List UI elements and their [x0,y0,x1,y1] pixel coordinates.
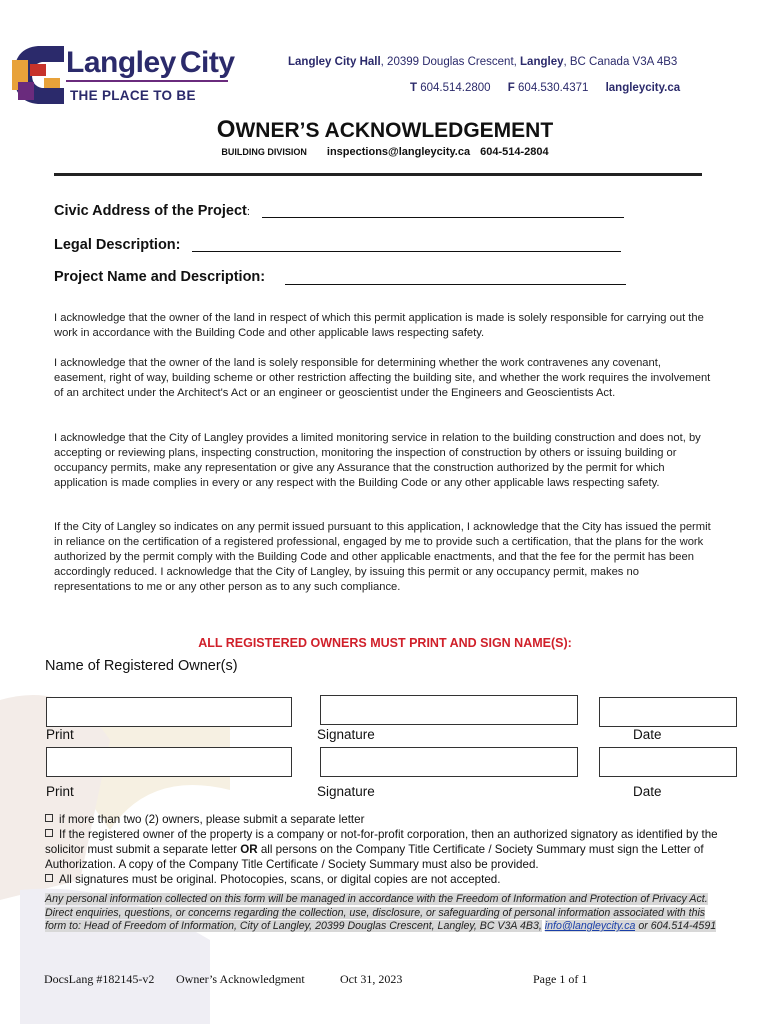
note-original-text: All signatures must be original. Photocopies, scans, or digital copies are not accepted. [59,873,501,886]
logo-tagline: THE PLACE TO BE [70,88,196,103]
owner2-print-label: Print [46,784,74,799]
note-more-owners [45,812,725,827]
privacy-notice [45,893,717,934]
header-contact [410,82,680,94]
header-divider [54,173,702,176]
note-original-signatures [45,872,725,887]
note-company-owner [45,827,725,872]
page-title [0,116,770,144]
city-hall-label: Langley City Hall [288,56,381,68]
privacy-phone: or 604.514-4591 [635,920,717,932]
title-first-letter: O [216,116,236,143]
note-company-text-b: all persons on the Company Title Certificate / Society Summary must sign the Letter of Authorization. A copy of the Company Title Certificate / Society Summary must also be provided. [45,843,704,871]
fax-prefix: F [507,82,515,94]
legal-description-field [54,237,181,253]
owner2-signature-box[interactable] [320,747,578,777]
address-region: , BC Canada V3A 4B3 [563,56,678,68]
owner2-signature-label: Signature [317,784,375,799]
note-company-or: OR [240,843,258,856]
project-name-field [54,269,265,285]
website-link[interactable]: langleycity.ca [605,82,681,94]
footer-doc-name: Owner’s Acknowledgment [176,972,305,986]
legal-description-label: Legal Description: [54,237,181,253]
footer-date: Oct 31, 2023 [340,972,403,986]
privacy-email-link[interactable]: info@langleycity.ca [544,920,636,932]
ack-paragraph-1: I acknowledge that the owner of the land in respect of which this permit application is made is solely responsible for carrying out the work in accordance with the Building Code and other applicable laws respecting safety. [54,312,704,339]
header-address [288,56,677,68]
address-street: , 20399 Douglas Crescent, [380,56,521,68]
page-subtitle [0,146,770,158]
owner2-date-box[interactable] [599,747,737,777]
phone-prefix: T [410,82,418,94]
checkbox-bullet-icon [45,829,53,837]
langley-city-logo [8,42,235,112]
footer-doc-id: DocsLang #182145-v2 [44,972,155,986]
privacy-text: Any personal information collected on this form will be managed in accordance with the Freedom of Information and Protection of Privacy Act. Direct enquiries, questions, or concerns regarding the collection, use, disclosure, or safeguarding of personal information associated with this form to: Head of Freedom of Information, City of Langley, 20399 Douglas Crescent, Langley, BC V3A 4B3, [45,893,708,932]
division-email[interactable]: inspections@langleycity.ca [326,146,471,158]
logo-word-city: City [179,46,235,79]
logo-underline [66,80,228,82]
note-company-text-a: If the registered owner of the property is a company or not-for-profit corporation, then an authorized signatory as identified by the solicitor must submit a separate letter [45,828,718,856]
ack-paragraph-4: If the City of Langley so indicates on any permit issued pursuant to this application, I acknowledge that the City has issued the permit in reliance on the certification of a registered professional, engaged by me to provide such a certification, that the plans for the work authorized by the permit comply with the Building Code and other applicable enactments, and that the fee for the permit has been accordingly reduced. I acknowledge that the City of Langley, by issuing this permit or any occupancy permit, makes no representations to me or any other person as to any such compliance. [54,521,711,593]
logo-wordmark [66,46,235,80]
ack-paragraph-3: I acknowledge that the City of Langley provides a limited monitoring service in relation to the building construction and does not, by accepting or reviewing plans, inspecting construction, monitoring the inspection of construction by others or issuing building or occupancy permits, make any representation or give any Assurance that the construction authorized by the permit for which application is made complies in every or any respect with the Building Code or any other applicable laws respecting safety. [54,432,701,489]
project-name-input-line[interactable] [285,284,626,285]
owner1-print-label: Print [46,727,74,742]
address-city: Langley [520,56,564,68]
division-phone: 604-514-2804 [480,146,549,158]
note-more-owners-text: if more than two (2) owners, please submit a separate letter [59,813,365,826]
legal-description-input-line[interactable] [192,251,621,252]
owner1-signature-box[interactable] [320,695,578,725]
project-name-label: Project Name and Description: [54,269,266,285]
ack-paragraph-2: I acknowledge that the owner of the land is solely responsible for determining whether the work contravenes any covenant, easement, right of way, building scheme or other restriction affecting the building site, and whether the work requires the involvement of an architect under the Architect's Act or an engineer or geoscientist under the Engineers and Geoscientists Act. [54,357,711,399]
owners-heading: ALL REGISTERED OWNERS MUST PRINT AND SIGN NAME(S): [198,636,572,650]
owner1-signature-label: Signature [317,727,375,742]
owner2-print-box[interactable] [46,747,292,777]
division-label: BUILDING DIVISION [221,147,307,157]
owner1-date-box[interactable] [599,697,737,727]
owners-label: Name of Registered Owner(s) [45,658,238,674]
civic-address-label: Civic Address of the Project [54,203,247,219]
title-rest: WNER’S ACKNOWLEDGEMENT [235,119,554,142]
checkbox-bullet-icon [45,814,53,822]
civic-address-input-line[interactable] [262,217,624,218]
phone-number: 604.514.2800 [420,82,491,94]
logo-word-langley: Langley [66,46,176,79]
civic-address-field [54,203,250,219]
footer-page: Page 1 of 1 [533,972,588,986]
checkbox-bullet-icon [45,874,53,882]
logo-emblem-icon [8,42,66,108]
owner2-date-label: Date [633,784,662,799]
civic-address-colon: : [246,206,250,218]
fax-number: 604.530.4371 [518,82,589,94]
owner1-print-box[interactable] [46,697,292,727]
owner1-date-label: Date [633,727,662,742]
